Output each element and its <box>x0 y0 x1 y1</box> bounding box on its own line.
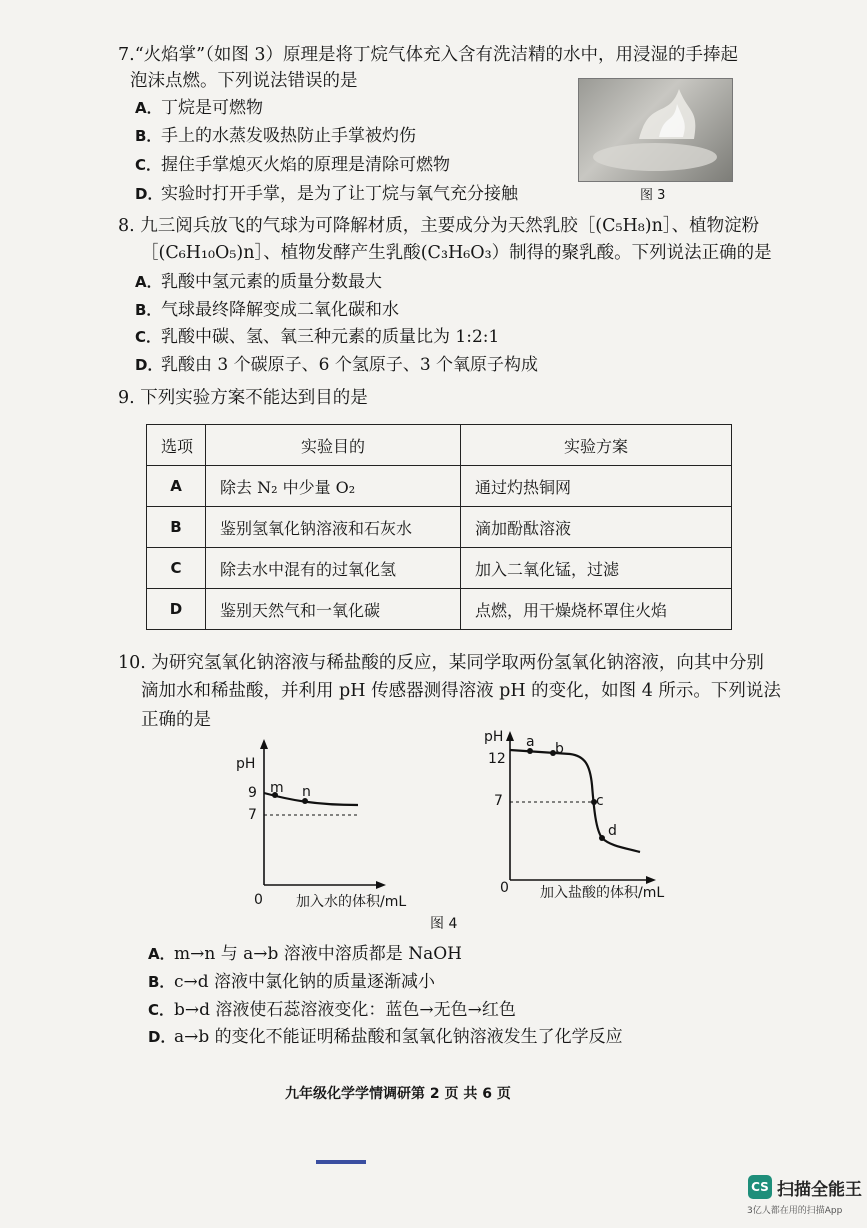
right-tick-7: 7 <box>494 793 503 809</box>
option-text: 手上的水蒸发吸热防止手掌被灼伤 <box>161 126 416 146</box>
table-row <box>147 548 732 589</box>
left-origin: 0 <box>254 892 263 908</box>
option-letter: A． <box>148 945 175 963</box>
option-letter: B． <box>135 301 162 319</box>
table-cell-key: C <box>147 548 206 589</box>
q10-option-b <box>148 970 435 994</box>
option-letter: D． <box>148 1028 176 1046</box>
right-label-a: a <box>526 734 535 750</box>
right-label-d: d <box>608 823 617 839</box>
page-footer: 九年级化学学情调研第 2 页 共 6 页 <box>285 1086 511 1102</box>
q8-stem-line2: ［(C₆H₁₀O₅)n］、植物发酵产生乳酸(C₃H₆O₃）制得的聚乳酸。下列说法正确的是 <box>141 243 772 263</box>
q9-stem: 9. 下列实验方案不能达到目的是 <box>118 388 368 408</box>
right-origin: 0 <box>500 880 509 896</box>
option-letter: A． <box>135 273 162 291</box>
right-tick-12: 12 <box>488 751 506 767</box>
option-text: m→n 与 a→b 溶液中溶质都是 NaOH <box>174 944 462 964</box>
table-header-option: 选项 <box>147 425 206 466</box>
q8-option-c <box>135 325 499 349</box>
q8-option-d <box>135 353 538 377</box>
option-text: 实验时打开手掌，是为了让丁烷与氧气充分接触 <box>161 184 518 204</box>
option-text: 乳酸中氢元素的质量分数最大 <box>161 272 382 292</box>
option-text: a→b 的变化不能证明稀盐酸和氢氧化钠溶液发生了化学反应 <box>174 1027 623 1047</box>
option-text: 丁烷是可燃物 <box>161 98 263 118</box>
table-row <box>147 589 732 630</box>
right-y-label: pH <box>484 729 504 745</box>
table-cell-key: D <box>147 589 206 630</box>
option-text: b→d 溶液使石蕊溶液变化：蓝色→无色→红色 <box>174 1000 516 1020</box>
table-cell-purpose: 鉴别天然气和一氧化碳 <box>206 589 461 630</box>
q10-option-a <box>148 942 462 966</box>
table-cell-key: A <box>147 466 206 507</box>
q10-stem-line1: 10. 为研究氢氧化钠溶液与稀盐酸的反应，某同学取两份氢氧化钠溶液，向其中分别 <box>118 653 764 673</box>
table-header-row <box>147 425 732 466</box>
table-cell-key: B <box>147 507 206 548</box>
right-x-label: 加入盐酸的体积/mL <box>540 885 665 901</box>
footer-accent-bar <box>316 1160 366 1164</box>
figure-4-caption: 图 4 <box>430 916 458 932</box>
option-text: 握住手掌熄灭火焰的原理是清除可燃物 <box>161 155 450 175</box>
option-letter: B． <box>148 973 175 991</box>
option-letter: B． <box>135 127 162 145</box>
point-d-marker <box>599 835 605 841</box>
y-axis-arrow <box>506 731 514 741</box>
q10-option-c <box>148 998 516 1022</box>
left-x-label: 加入水的体积/mL <box>296 894 407 910</box>
option-text: 乳酸中碳、氢、氧三种元素的质量比为 1:2:1 <box>161 327 500 347</box>
table-cell-plan: 点燃，用干燥烧杯罩住火焰 <box>461 589 732 630</box>
left-y-label: pH <box>236 756 256 772</box>
option-letter: D． <box>135 185 163 203</box>
table-cell-plan: 滴加酚酞溶液 <box>461 507 732 548</box>
left-tick-7: 7 <box>248 807 257 823</box>
q7-option-a <box>135 96 263 120</box>
q8-option-b <box>135 298 399 322</box>
table-row <box>147 507 732 548</box>
q10-stem-line3: 正确的是 <box>141 710 211 730</box>
option-text: 气球最终降解变成二氧化碳和水 <box>161 300 399 320</box>
option-letter: A． <box>135 99 162 117</box>
figure-3-caption: 图 3 <box>640 188 666 203</box>
y-axis-arrow <box>260 739 268 749</box>
q8-option-a <box>135 270 382 294</box>
table-cell-purpose: 除去 N₂ 中少量 O₂ <box>206 466 461 507</box>
fire-palm-illustration <box>579 79 732 181</box>
left-label-m: m <box>270 780 284 796</box>
table-row <box>147 466 732 507</box>
fire-palm-photo <box>578 78 733 182</box>
table-cell-purpose: 鉴别氢氧化钠溶液和石灰水 <box>206 507 461 548</box>
q7-option-c <box>135 153 450 177</box>
table-cell-plan: 通过灼热铜网 <box>461 466 732 507</box>
q10-option-d <box>148 1025 623 1049</box>
camscanner-slogan: 3亿人都在用的扫描App <box>747 1206 843 1216</box>
table-cell-plan: 加入二氧化锰，过滤 <box>461 548 732 589</box>
q7-option-b <box>135 124 416 148</box>
option-letter: C． <box>135 156 162 174</box>
table-cell-purpose: 除去水中混有的过氧化氢 <box>206 548 461 589</box>
x-axis-arrow <box>376 881 386 889</box>
q10-stem-line2: 滴加水和稀盐酸，并利用 pH 传感器测得溶液 pH 的变化，如图 4 所示。下列说法 <box>141 681 781 701</box>
q8-stem-line1: 8. 九三阅兵放飞的气球为可降解材质，主要成分为天然乳胶［(C₅H₈)n］、植物淀粉 <box>118 216 760 236</box>
option-text: 乳酸由 3 个碳原子、6 个氢原子、3 个氧原子构成 <box>161 355 539 375</box>
q7-stem-line2: 泡沫点燃。下列说法错误的是 <box>130 71 358 91</box>
q7-option-d <box>135 182 518 206</box>
camscanner-logo-icon: CS <box>748 1175 772 1199</box>
right-label-c: c <box>596 793 604 809</box>
table-header-plan: 实验方案 <box>461 425 732 466</box>
camscanner-name: 扫描全能王 <box>777 1180 862 1200</box>
option-letter: C． <box>148 1001 175 1019</box>
experiment-table <box>146 424 732 630</box>
option-letter: C． <box>135 328 162 346</box>
left-label-n: n <box>302 784 311 800</box>
ph-curve-acid <box>510 750 640 852</box>
right-label-b: b <box>555 741 564 757</box>
option-letter: D． <box>135 356 163 374</box>
option-text: c→d 溶液中氯化钠的质量逐渐减小 <box>174 972 436 992</box>
table-header-purpose: 实验目的 <box>206 425 461 466</box>
left-tick-9: 9 <box>248 785 257 801</box>
q7-stem-line1: 7.“火焰掌”（如图 3）原理是将丁烷气体充入含有洗洁精的水中，用浸湿的手捧起 <box>118 45 739 65</box>
